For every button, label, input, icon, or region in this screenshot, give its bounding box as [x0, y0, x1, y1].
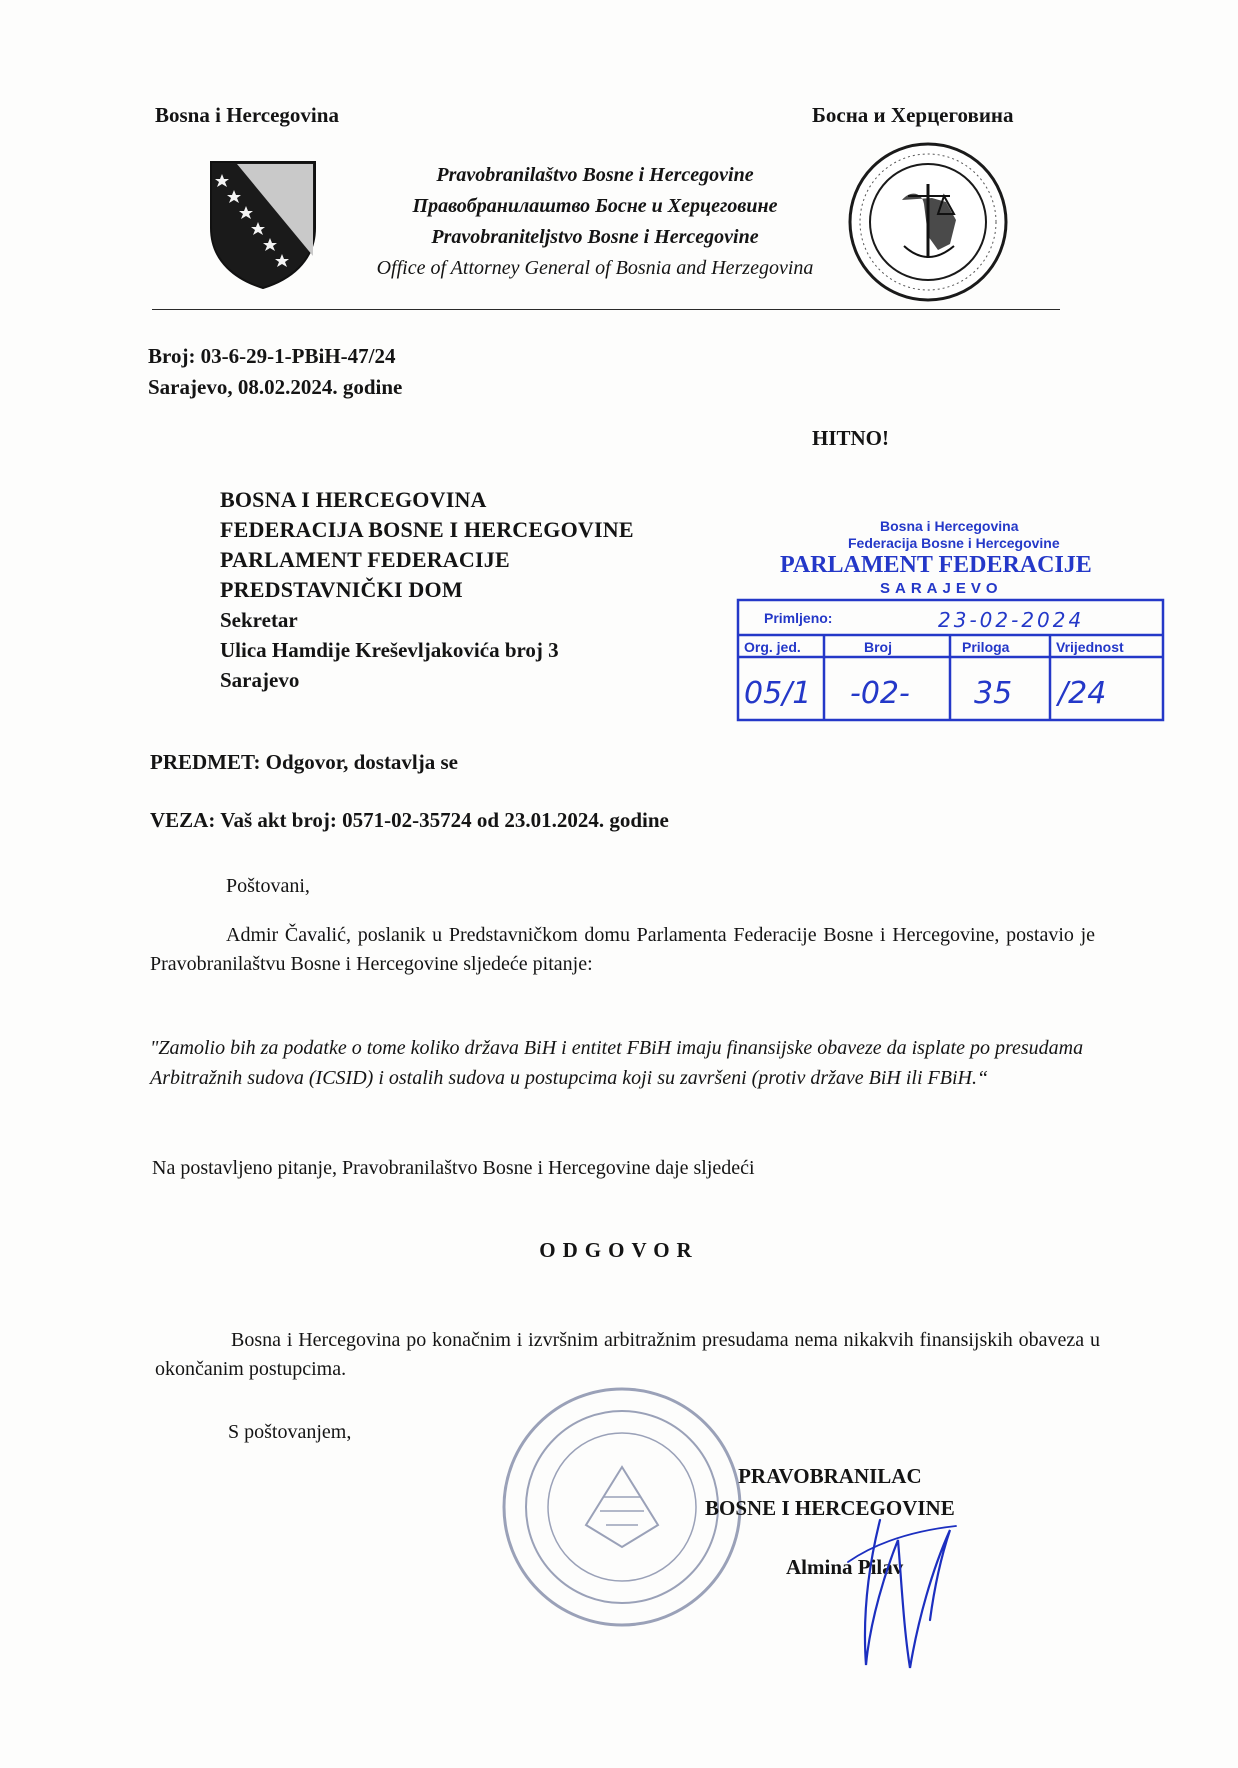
- office-name-croatian: Pravobraniteljstvo Bosne i Hercegovine: [431, 226, 759, 248]
- reference-number: Broj: 03-6-29-1-PBiH-47/24: [148, 344, 396, 368]
- recipient-block: [220, 485, 634, 695]
- recipient-line: FEDERACIJA BOSNE I HERCEGOVINE: [220, 517, 634, 542]
- recipient-line: Ulica Hamdije Kreševljakovića broj 3: [220, 638, 559, 662]
- answer-intro: Na postavljeno pitanje, Pravobranilaštvo Bosne i Hercegovine daje sljedeći: [152, 1157, 755, 1179]
- office-name-cyrillic: Правобранилаштво Босне и Херцеговине: [412, 195, 778, 217]
- coat-of-arms-icon: [207, 158, 319, 290]
- signer-name: Almina Pilav: [786, 1555, 904, 1579]
- handwritten-signature-icon: [840, 1500, 960, 1680]
- receipt-stamp-line4: SARAJEVO: [880, 580, 1003, 597]
- recipient-line: Sekretar: [220, 608, 298, 632]
- answer-heading: ODGOVOR: [539, 1238, 699, 1262]
- receipt-stamp-val-priloga: 35: [974, 676, 1013, 711]
- recipient-line: Sarajevo: [220, 668, 300, 692]
- greeting: Poštovani,: [226, 875, 310, 897]
- office-seal-icon: [846, 140, 1011, 305]
- recipient-line: BOSNA I HERCEGOVINA: [220, 487, 487, 512]
- reference-block: [148, 341, 402, 403]
- office-name-english: Office of Attorney General of Bosnia and Herzegovina: [376, 257, 814, 279]
- signature-title-line2: BOSNE I HERCEGOVINE: [705, 1496, 955, 1520]
- subject-line: PREDMET: Odgovor, dostavlja se: [150, 750, 459, 774]
- recipient-line: PARLAMENT FEDERACIJE: [220, 547, 510, 572]
- receipt-stamp: [730, 515, 1170, 730]
- signature-title-line1: PRAVOBRANILAC: [738, 1464, 922, 1488]
- receipt-stamp-col-broj: Broj: [864, 639, 892, 655]
- header-country-latin: Bosna i Hercegovina: [155, 103, 339, 127]
- receipt-stamp-received-label: Primljeno:: [764, 610, 833, 626]
- intro-paragraph: [150, 921, 1095, 979]
- receipt-stamp-col-vrijednost: Vrijednost: [1056, 639, 1124, 655]
- receipt-stamp-col-org: Org. jed.: [744, 639, 801, 655]
- receipt-stamp-val-vrijednost: /24: [1058, 676, 1107, 711]
- receipt-stamp-val-org: 05/1: [744, 676, 812, 711]
- receipt-stamp-line2: Federacija Bosne i Hercegovine: [848, 535, 1060, 551]
- closing-salutation: S poštovanjem,: [228, 1421, 352, 1443]
- receipt-stamp-val-broj: -02-: [850, 676, 910, 711]
- office-name-block: [330, 160, 860, 284]
- urgent-label: HITNO!: [812, 426, 890, 450]
- question-quote: "Zamolio bih za podatke o tome koliko država BiH i entitet FBiH imaju finansijske obaveze da isplate po presudama Arbitražnih sudova (ICSID) i ostalih sudova u postupcima koji su završeni (protiv države BiH ili FBiH.“: [150, 1037, 1084, 1089]
- receipt-stamp-received-date: 23-02-2024: [938, 608, 1085, 632]
- header-country-cyrillic: Босна и Херцеговина: [812, 103, 1014, 127]
- reference-place-date: Sarajevo, 08.02.2024. godine: [148, 375, 403, 399]
- reference-link-line: VEZA: Vaš akt broj: 0571-02-35724 od 23.01.2024. godine: [150, 808, 669, 832]
- answer-paragraph: [155, 1326, 1100, 1384]
- answer-paragraph-text: Bosna i Hercegovina po konačnim i izvršnim arbitražnim presudama nema nikakvih finansijskih obaveza u okončanim postupcima.: [155, 1329, 1100, 1380]
- receipt-stamp-line3: PARLAMENT FEDERACIJE: [780, 552, 1092, 578]
- receipt-stamp-line1: Bosna i Hercegovina: [880, 518, 1019, 534]
- recipient-line: PREDSTAVNIČKI DOM: [220, 577, 463, 602]
- receipt-stamp-col-priloga: Priloga: [962, 639, 1010, 655]
- intro-paragraph-text: Admir Čavalić, poslanik u Predstavničkom domu Parlamenta Federacije Bosne i Hercegovine, postavio je Pravobranilaštvu Bosne i Hercegovine sljedeće pitanje:: [150, 924, 1095, 975]
- office-name-latin: Pravobranilaštvo Bosne i Hercegovine: [436, 164, 754, 186]
- header-divider: [152, 309, 1060, 310]
